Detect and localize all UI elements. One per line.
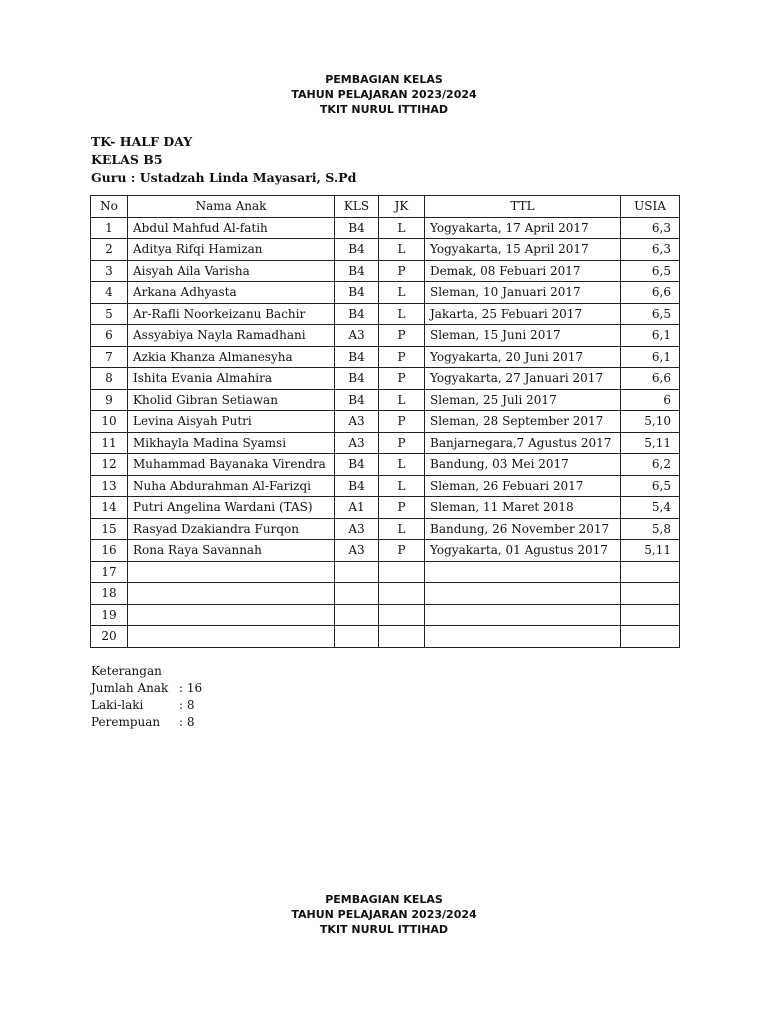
- notes-item-male: [91, 697, 202, 714]
- notes-item-female: [91, 714, 202, 731]
- cell-no: 5: [91, 303, 128, 325]
- cell-gender: L: [379, 217, 425, 239]
- cell-no: 8: [91, 368, 128, 390]
- cell-no: 9: [91, 389, 128, 411]
- header-title: PEMBAGIAN KELAS: [325, 893, 443, 906]
- cell-gender: P: [379, 368, 425, 390]
- cell-age: [621, 583, 680, 605]
- cell-birth: Sleman, 28 September 2017: [425, 411, 621, 433]
- cell-no: 15: [91, 518, 128, 540]
- column-header-no: No: [91, 196, 128, 218]
- program-label: TK- HALF DAY: [91, 134, 193, 149]
- cell-class: B4: [335, 475, 379, 497]
- cell-birth: Yogyakarta, 15 April 2017: [425, 239, 621, 261]
- cell-no: 11: [91, 432, 128, 454]
- cell-gender: P: [379, 346, 425, 368]
- cell-birth: Sleman, 11 Maret 2018: [425, 497, 621, 519]
- column-header-age: USIA: [621, 196, 680, 218]
- column-header-class: KLS: [335, 196, 379, 218]
- cell-no: 12: [91, 454, 128, 476]
- notes-title: Keterangan: [91, 664, 162, 678]
- cell-name: Arkana Adhyasta: [128, 282, 335, 304]
- cell-gender: [379, 604, 425, 626]
- cell-no: 18: [91, 583, 128, 605]
- cell-age: 5,4: [621, 497, 680, 519]
- column-header-birth: TTL: [425, 196, 621, 218]
- cell-birth: Banjarnegara,7 Agustus 2017: [425, 432, 621, 454]
- notes-label: Laki-laki: [91, 698, 144, 712]
- cell-gender: [379, 583, 425, 605]
- cell-class: [335, 604, 379, 626]
- cell-birth: [425, 561, 621, 583]
- cell-gender: P: [379, 411, 425, 433]
- table-row: [91, 561, 680, 583]
- header-school-name: TKIT NURUL ITTIHAD: [319, 103, 449, 116]
- cell-birth: Bandung, 03 Mei 2017: [425, 454, 621, 476]
- column-header-gender: JK: [379, 196, 425, 218]
- cell-birth: Yogyakarta, 01 Agustus 2017: [425, 540, 621, 562]
- cell-age: 5,8: [621, 518, 680, 540]
- notes-label: Jumlah Anak: [91, 681, 169, 695]
- cell-age: [621, 604, 680, 626]
- cell-name: Putri Angelina Wardani (TAS): [128, 497, 335, 519]
- cell-birth: [425, 583, 621, 605]
- cell-class: B4: [335, 282, 379, 304]
- table-row: [91, 540, 680, 562]
- table-row: [91, 583, 680, 605]
- table-row: [91, 368, 680, 390]
- cell-class: [335, 561, 379, 583]
- table-row: [91, 518, 680, 540]
- cell-birth: [425, 626, 621, 648]
- cell-name: Ishita Evania Almahira: [128, 368, 335, 390]
- cell-gender: L: [379, 282, 425, 304]
- cell-no: 10: [91, 411, 128, 433]
- cell-name: Muhammad Bayanaka Virendra: [128, 454, 335, 476]
- cell-class: B4: [335, 346, 379, 368]
- cell-class: [335, 583, 379, 605]
- cell-age: 6,6: [621, 282, 680, 304]
- cell-age: 6,6: [621, 368, 680, 390]
- table-row: [91, 497, 680, 519]
- notes-value: : 16: [179, 681, 203, 695]
- cell-birth: Yogyakarta, 20 Juni 2017: [425, 346, 621, 368]
- cell-name: Kholid Gibran Setiawan: [128, 389, 335, 411]
- table-row: [91, 346, 680, 368]
- table-row: [91, 432, 680, 454]
- cell-gender: L: [379, 389, 425, 411]
- notes-value: : 8: [179, 715, 195, 729]
- cell-class: A3: [335, 325, 379, 347]
- cell-birth: [425, 604, 621, 626]
- cell-class: B4: [335, 217, 379, 239]
- student-rows: [91, 217, 680, 647]
- table-row: [91, 260, 680, 282]
- table-row: [91, 217, 680, 239]
- cell-name: Ar-Rafli Noorkeizanu Bachir: [128, 303, 335, 325]
- cell-no: 1: [91, 217, 128, 239]
- cell-no: 3: [91, 260, 128, 282]
- cell-name: [128, 561, 335, 583]
- table-row: [91, 303, 680, 325]
- cell-birth: Sleman, 26 Febuari 2017: [425, 475, 621, 497]
- cell-no: 2: [91, 239, 128, 261]
- header-academic-year: TAHUN PELAJARAN 2023/2024: [291, 88, 477, 101]
- cell-gender: P: [379, 260, 425, 282]
- cell-no: 14: [91, 497, 128, 519]
- cell-no: 17: [91, 561, 128, 583]
- cell-birth: Yogyakarta, 27 Januari 2017: [425, 368, 621, 390]
- cell-no: 20: [91, 626, 128, 648]
- cell-age: 6,1: [621, 325, 680, 347]
- header-school-name: TKIT NURUL ITTIHAD: [319, 923, 449, 936]
- student-table: [90, 195, 680, 648]
- notes-value: : 8: [179, 698, 195, 712]
- cell-age: 6,5: [621, 303, 680, 325]
- cell-class: A1: [335, 497, 379, 519]
- cell-gender: L: [379, 239, 425, 261]
- cell-age: 6: [621, 389, 680, 411]
- cell-birth: Sleman, 10 Januari 2017: [425, 282, 621, 304]
- cell-name: [128, 604, 335, 626]
- cell-birth: Sleman, 15 Juni 2017: [425, 325, 621, 347]
- cell-name: Aisyah Aila Varisha: [128, 260, 335, 282]
- cell-gender: P: [379, 497, 425, 519]
- cell-class: B4: [335, 239, 379, 261]
- table-row: [91, 475, 680, 497]
- cell-birth: Sleman, 25 Juli 2017: [425, 389, 621, 411]
- cell-age: 5,11: [621, 540, 680, 562]
- cell-age: 6,3: [621, 239, 680, 261]
- header-academic-year: TAHUN PELAJARAN 2023/2024: [291, 908, 477, 921]
- cell-gender: P: [379, 432, 425, 454]
- cell-no: 19: [91, 604, 128, 626]
- table-row: [91, 454, 680, 476]
- cell-name: [128, 583, 335, 605]
- teacher-label: Guru : Ustadzah Linda Mayasari, S.Pd: [91, 170, 357, 185]
- next-page-header: [0, 892, 768, 937]
- cell-name: [128, 626, 335, 648]
- cell-no: 16: [91, 540, 128, 562]
- cell-age: 6,1: [621, 346, 680, 368]
- cell-no: 4: [91, 282, 128, 304]
- cell-class: B4: [335, 389, 379, 411]
- cell-birth: Yogyakarta, 17 April 2017: [425, 217, 621, 239]
- cell-age: 5,11: [621, 432, 680, 454]
- notes-section: [91, 663, 202, 731]
- cell-class: B4: [335, 303, 379, 325]
- cell-age: 6,5: [621, 475, 680, 497]
- cell-class: [335, 626, 379, 648]
- cell-name: Rona Raya Savannah: [128, 540, 335, 562]
- cell-class: B4: [335, 260, 379, 282]
- cell-name: Abdul Mahfud Al-fatih: [128, 217, 335, 239]
- notes-item-total: [91, 680, 202, 697]
- cell-name: Levina Aisyah Putri: [128, 411, 335, 433]
- notes-label: Perempuan: [91, 715, 161, 729]
- cell-name: Assyabiya Nayla Ramadhani: [128, 325, 335, 347]
- cell-birth: Bandung, 26 November 2017: [425, 518, 621, 540]
- cell-name: Azkia Khanza Almanesyha: [128, 346, 335, 368]
- cell-class: B4: [335, 454, 379, 476]
- column-header-name: Nama Anak: [128, 196, 335, 218]
- cell-age: 6,5: [621, 260, 680, 282]
- cell-no: 13: [91, 475, 128, 497]
- table-row: [91, 239, 680, 261]
- table-row: [91, 626, 680, 648]
- table-row: [91, 411, 680, 433]
- cell-age: 5,10: [621, 411, 680, 433]
- cell-age: [621, 626, 680, 648]
- cell-name: Nuha Abdurahman Al-Farizqi: [128, 475, 335, 497]
- cell-gender: [379, 626, 425, 648]
- cell-gender: P: [379, 325, 425, 347]
- table-header-row: [91, 196, 680, 218]
- cell-no: 7: [91, 346, 128, 368]
- cell-no: 6: [91, 325, 128, 347]
- cell-gender: [379, 561, 425, 583]
- cell-gender: L: [379, 303, 425, 325]
- cell-gender: L: [379, 475, 425, 497]
- table-row: [91, 325, 680, 347]
- cell-class: A3: [335, 518, 379, 540]
- class-info: [91, 133, 356, 187]
- cell-name: Rasyad Dzakiandra Furqon: [128, 518, 335, 540]
- cell-birth: Demak, 08 Febuari 2017: [425, 260, 621, 282]
- table-row: [91, 604, 680, 626]
- cell-class: A3: [335, 411, 379, 433]
- table-row: [91, 282, 680, 304]
- table-row: [91, 389, 680, 411]
- cell-name: Aditya Rifqi Hamizan: [128, 239, 335, 261]
- cell-gender: L: [379, 518, 425, 540]
- document-header: [0, 72, 768, 117]
- cell-class: B4: [335, 368, 379, 390]
- class-label: KELAS B5: [91, 152, 163, 167]
- cell-class: A3: [335, 432, 379, 454]
- cell-gender: L: [379, 454, 425, 476]
- cell-gender: P: [379, 540, 425, 562]
- cell-age: 6,3: [621, 217, 680, 239]
- cell-age: [621, 561, 680, 583]
- cell-name: Mikhayla Madina Syamsi: [128, 432, 335, 454]
- cell-age: 6,2: [621, 454, 680, 476]
- cell-class: A3: [335, 540, 379, 562]
- header-title: PEMBAGIAN KELAS: [325, 73, 443, 86]
- cell-birth: Jakarta, 25 Febuari 2017: [425, 303, 621, 325]
